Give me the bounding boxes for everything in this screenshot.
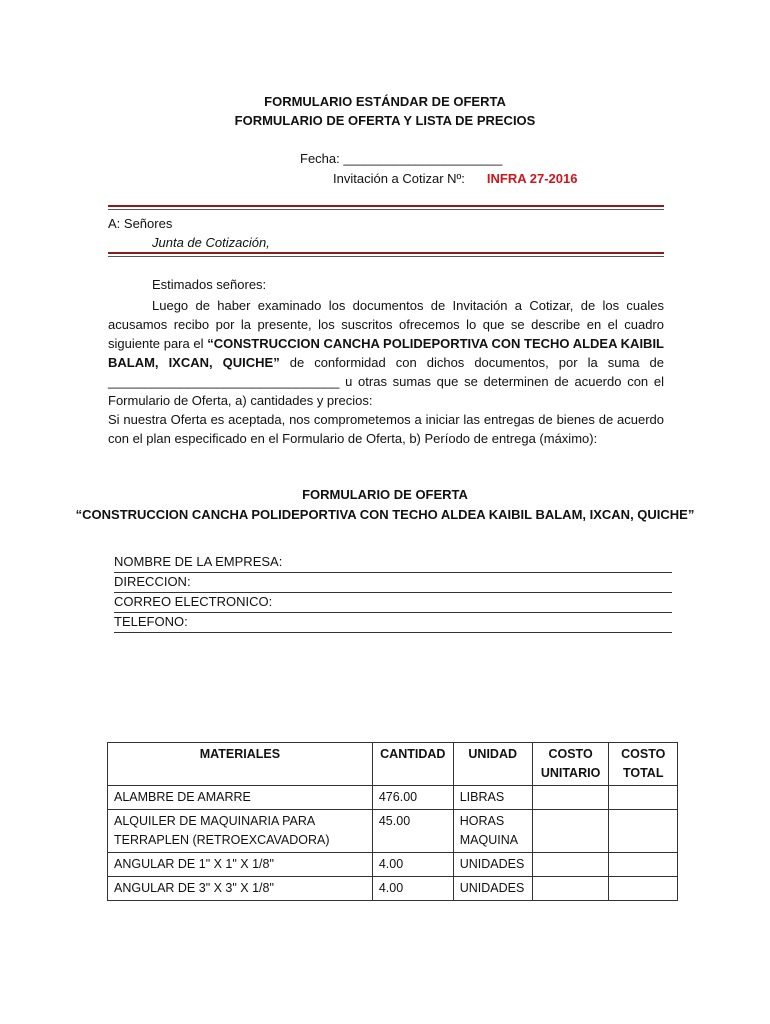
header-costo-total: COSTO TOTAL bbox=[609, 743, 678, 786]
cell-unidad: UNIDADES bbox=[453, 853, 532, 877]
divider-top bbox=[108, 205, 664, 210]
letter-p1-text-a: Luego de haber examinado los documentos de Invitación a Cotizar, de los cuales acusamos recibo por la presente, los suscritos ofrecemos lo que se describe en el cuadro siguiente para el bbox=[108, 298, 664, 351]
cell-cantidad: 4.00 bbox=[372, 877, 453, 901]
cell-unidad: HORAS MAQUINA bbox=[453, 810, 532, 853]
cell-unidad: UNIDADES bbox=[453, 877, 532, 901]
cell-unidad: LIBRAS bbox=[453, 786, 532, 810]
header-materiales: MATERIALES bbox=[108, 743, 373, 786]
greeting: Estimados señores: bbox=[152, 277, 267, 292]
table-row bbox=[108, 786, 678, 810]
form-title: FORMULARIO ESTÁNDAR DE OFERTA bbox=[264, 94, 506, 109]
empresa-field[interactable]: NOMBRE DE LA EMPRESA: bbox=[114, 553, 672, 573]
invitacion-label: Invitación a Cotizar Nº: bbox=[333, 171, 465, 186]
form-subtitle: FORMULARIO DE OFERTA Y LISTA DE PRECIOS bbox=[234, 113, 536, 128]
table-row bbox=[108, 810, 678, 853]
cell-costo-total[interactable] bbox=[609, 853, 678, 877]
correo-field[interactable]: CORREO ELECTRONICO: bbox=[114, 593, 672, 613]
cell-cantidad: 476.00 bbox=[372, 786, 453, 810]
letter-p1-text-b: de conformidad con dichos documentos, por la suma de ________________________________ u otras sumas que se determinen de acuerdo con el Formulario de Oferta, a) cantidades y precios: bbox=[108, 355, 664, 408]
section-title: FORMULARIO DE OFERTA bbox=[302, 487, 468, 502]
header-unidad: UNIDAD bbox=[453, 743, 532, 786]
addressee-committee: Junta de Cotización, bbox=[152, 235, 270, 250]
cell-material: ALAMBRE DE AMARRE bbox=[108, 786, 373, 810]
direccion-field[interactable]: DIRECCION: bbox=[114, 573, 672, 593]
cell-material: ANGULAR DE 3" X 3" X 1/8" bbox=[108, 877, 373, 901]
letter-paragraph-1 bbox=[108, 296, 664, 410]
cell-material: ALQUILER DE MAQUINARIA PARA TERRAPLEN (RETROEXCAVADORA) bbox=[108, 810, 373, 853]
addressee-line: A: Señores bbox=[108, 216, 173, 231]
invitacion-code: INFRA 27-2016 bbox=[486, 171, 578, 186]
cell-costo-unitario[interactable] bbox=[532, 786, 609, 810]
cell-material: ANGULAR DE 1" X 1" X 1/8" bbox=[108, 853, 373, 877]
header-cantidad: CANTIDAD bbox=[372, 743, 453, 786]
cell-costo-unitario[interactable] bbox=[532, 877, 609, 901]
cell-costo-total[interactable] bbox=[609, 810, 678, 853]
cell-cantidad: 45.00 bbox=[372, 810, 453, 853]
header-costo-unitario: COSTO UNITARIO bbox=[532, 743, 609, 786]
cell-costo-total[interactable] bbox=[609, 786, 678, 810]
fecha-line: Fecha: ______________________ bbox=[300, 151, 503, 166]
invitacion-line bbox=[333, 171, 577, 186]
cell-cantidad: 4.00 bbox=[372, 853, 453, 877]
telefono-field[interactable]: TELEFONO: bbox=[114, 613, 672, 633]
cell-costo-total[interactable] bbox=[609, 877, 678, 901]
table-row bbox=[108, 853, 678, 877]
divider-bottom bbox=[108, 252, 664, 257]
cell-costo-unitario[interactable] bbox=[532, 810, 609, 853]
letter-paragraph-2: Si nuestra Oferta es aceptada, nos comprometemos a iniciar las entregas de bienes de acuerdo con el plan especificado en el Formulario de Oferta, b) Período de entrega (máximo): bbox=[108, 412, 664, 446]
table-row bbox=[108, 877, 678, 901]
table-header-row bbox=[108, 743, 678, 786]
project-name: “CONSTRUCCION CANCHA POLIDEPORTIVA CON TECHO ALDEA KAIBIL BALAM, IXCAN, QUICHE” bbox=[108, 336, 664, 370]
materials-table bbox=[107, 742, 678, 901]
cell-costo-unitario[interactable] bbox=[532, 853, 609, 877]
section-subtitle: “CONSTRUCCION CANCHA POLIDEPORTIVA CON TECHO ALDEA KAIBIL BALAM, IXCAN, QUICHE” bbox=[75, 507, 695, 522]
